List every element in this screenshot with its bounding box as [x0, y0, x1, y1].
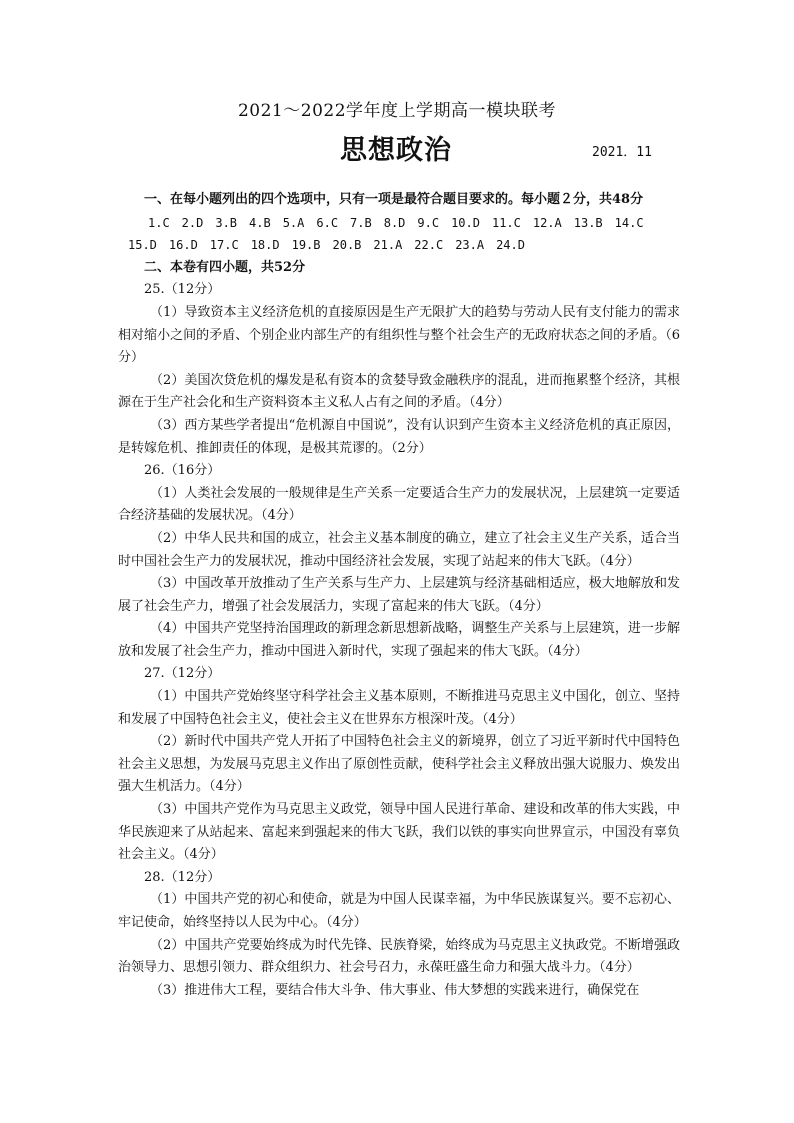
q26-item-3: （3）中国改革开放推动了生产关系与生产力、上层建筑与经济基础相适应，极大地解放和发展了社会生产力，增强了社会发展活力，实现了富起来的伟大飞跃。（4分） [118, 576, 680, 614]
subject-title: 思想政治 [340, 135, 452, 166]
question-25-label: 25.（12分） [144, 282, 221, 298]
q26-item-1: （1）人类社会发展的一般规律是生产关系一定要适合生产力的发展状况，上层建筑一定要适合经济基础的发展状况。（4分） [118, 485, 680, 524]
answers-line-1: 1.C 2.D 3.B 4.B 5.A 6.C 7.B 8.D 9.C 10.D 11.C 12.A 13.B 14.C [148, 215, 644, 230]
q26-item-2: （2）中华人民共和国的成立，社会主义基本制度的确立，建立了社会主义生产关系，适合当时中国社会生产力的发展状况，推动中国经济社会发展，实现了站起来的伟大飞跃。（4分） [118, 530, 680, 569]
q27-item-2: （2）新时代中国共产党人开拓了中国特色社会主义的新境界，创立了习近平新时代中国特色社会主义思想，为发展马克思主义作出了原创性贡献，使科学社会主义释放出强大说服力、焕发出强大生机活力。（4分） [118, 734, 680, 795]
section1-heading: 一、在每小题列出的四个选项中，只有一项是最符合题目要求的。每小题２分，共48分 [144, 192, 644, 207]
q27-item-1: （1）中国共产党始终坚守科学社会主义基本原则，不断推进马克思主义中国化，创立、坚持和发展了中国特色社会主义，使社会主义在世界东方根深叶茂。（4分） [118, 689, 680, 727]
q28-item-1: （1）中国共产党的初心和使命，就是为中国人民谋幸福，为中华民族谋复兴。要不忘初心、牢记使命，始终坚持以人民为中心。（4分） [118, 892, 680, 930]
q28-item-2: （2）中国共产党要始终成为时代先锋、民族脊梁，始终成为马克思主义执政党。不断增强政治领导力、思想引领力、群众组织力、社会号召力，永葆旺盛生命力和强大战斗力。（4分） [118, 937, 680, 976]
question-26-label: 26.（16分） [144, 463, 221, 479]
exam-title: 2021～2022学年度上学期高一模块联考 [237, 101, 557, 121]
answer-content [118, 189, 680, 1002]
question-28-label: 28.（12分） [144, 869, 221, 885]
q28-item-3: （3）推进伟大工程，要结合伟大斗争、伟大事业、伟大梦想的实践来进行，确保党在 [150, 982, 640, 998]
q27-item-3: （3）中国共产党作为马克思主义政党，领导中国人民进行革命、建设和改革的伟大实践，中华民族迎来了从站起来、富起来到强起来的伟大飞跃，我们以铁的事实向世界宣示，中国没有辜负社会主义。（4分） [118, 802, 680, 863]
answers-line-2: 15.D 16.D 17.C 18.D 19.B 20.B 21.A 22.C 23.A 24.D [128, 238, 525, 253]
section2-heading: 二、本卷有四小题，共52分 [144, 259, 306, 275]
q26-item-4: （4）中国共产党坚持治国理政的新理念新思想新战略，调整生产关系与上层建筑，进一步解放和发展了社会生产力，推动中国进入新时代，实现了强起来的伟大飞跃。（4分） [118, 621, 680, 659]
q25-item-3: （3）西方某些学者提出“危机源自中国说”，没有认识到产生资本主义经济危机的真正原因，是转嫁危机、推卸责任的体现，是极其荒谬的。（2分） [118, 417, 680, 456]
exam-date: 2021．11 [592, 145, 652, 160]
question-27-label: 27.（12分） [144, 666, 221, 682]
q25-item-2: （2）美国次贷危机的爆发是私有资本的贪婪导致金融秩序的混乱，进而拖累整个经济，其根源在于生产社会化和生产资料资本主义私人占有之间的矛盾。（4分） [118, 372, 680, 411]
q25-item-1: （1）导致资本主义经济危机的直接原因是生产无限扩大的趋势与劳动人民有支付能力的需求相对缩小之间的矛盾、个别企业内部生产的有组织性与整个社会生产的无政府状态之间的矛盾。（6分） [118, 304, 680, 366]
